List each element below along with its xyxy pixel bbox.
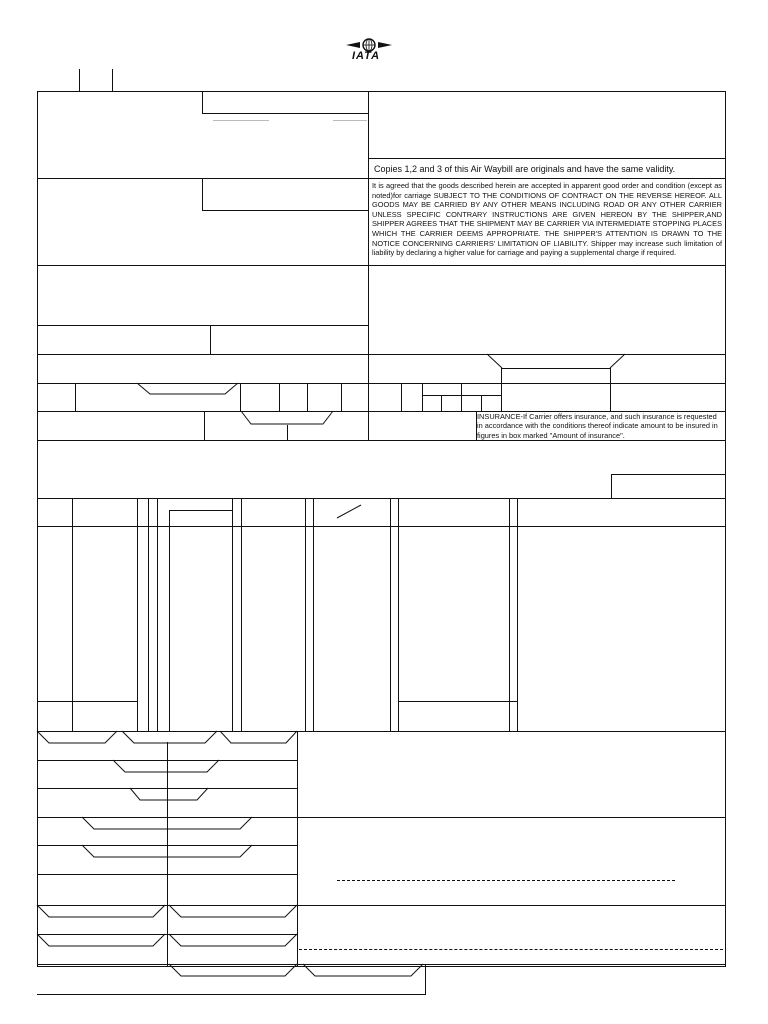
insurance-notice: INSURANCE-If Carrier offers insurance, and such insurance is requested in accordance with the conditions thereof indicate amount to be insured in figures in box marked "Amount of insurance". xyxy=(477,412,718,440)
logo-wordmark: IATA xyxy=(352,50,381,62)
conditions-of-contract: It is agreed that the goods described herein are accepted in apparent good order and condition (except as noted)for carriage SUBJECT TO THE CONDITIONS OF CONTRACT ON THE REVERSE HEREOF. ALL GOODS MAY BE CARRIED BY ANY OTHER MEANS INCLUDING ROAD OR ANY OTHER CARRIER UNLESS SPECIFIC CONTRARY INSTRUCTIONS ARE GIVEN HEREON BY THE SHIPPER,AND SHIPPER AGREES THAT THE SHIPMENT MAY BE CARRIER VIA INTERMEDIATE STOPPING PLACES WHICH THE CARRIER DEEMS APPROPRIATE. THE SHIPPER'S ATTENTION IS DRAWN TO THE NOTICE CONCERNING CARRIERS' LIMITATION OF LIABILITY. Shipper may increase such limitation of liability by declaring a higher value for carriage and paying a supplemental charge if required. xyxy=(372,181,722,258)
validity-notice: Copies 1,2 and 3 of this Air Waybill are originals and have the same validity. xyxy=(374,164,676,174)
